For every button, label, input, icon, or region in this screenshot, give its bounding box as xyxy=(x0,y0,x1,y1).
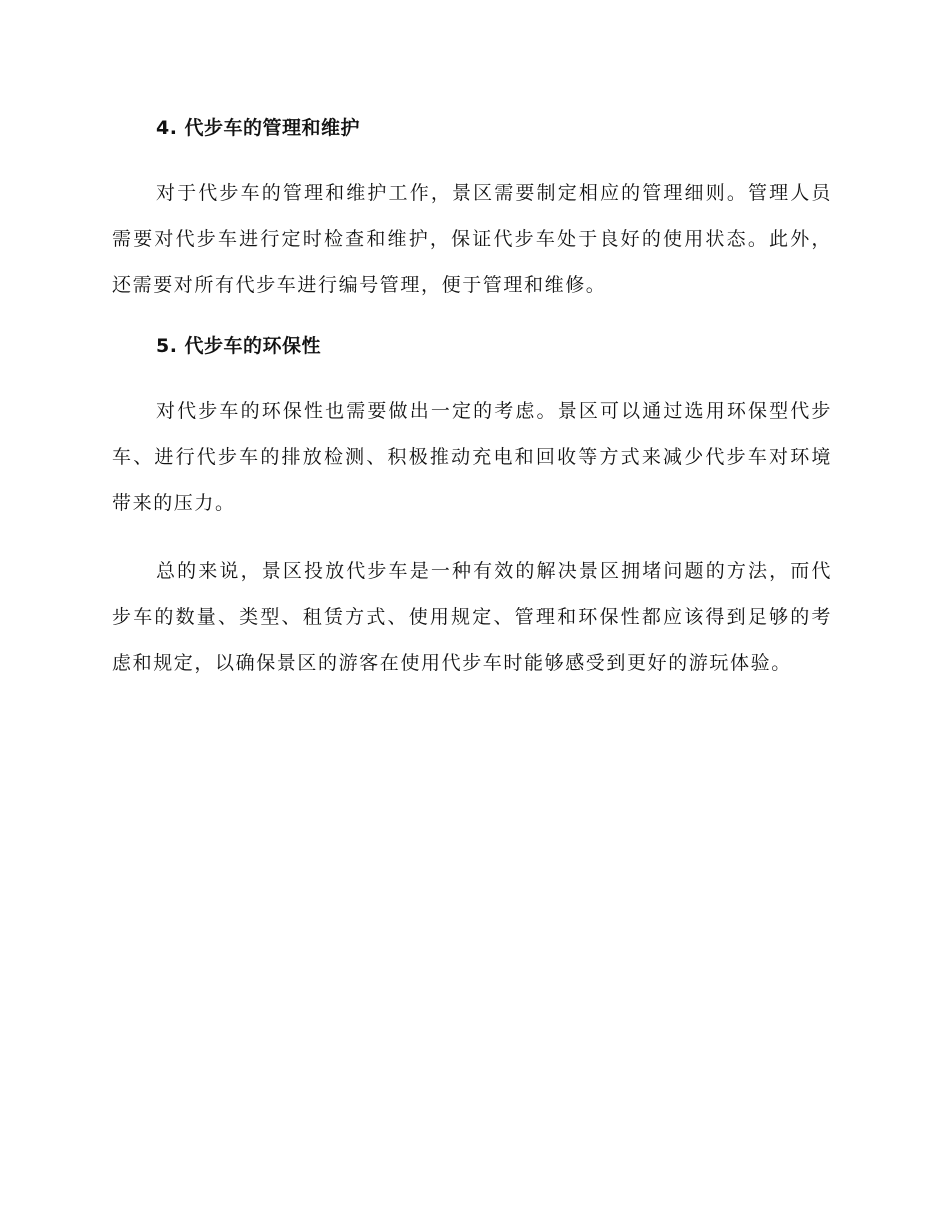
section-body-management: 对于代步车的管理和维护工作，景区需要制定相应的管理细则。管理人员需要对代步车进行定时检查和维护，保证代步车处于良好的使用状态。此外，还需要对所有代步车进行编号管理，便于管理和维修。 xyxy=(112,182,832,296)
conclusion-paragraph: 总的来说，景区投放代步车是一种有效的解决景区拥堵问题的方法，而代步车的数量、类型、租赁方式、使用规定、管理和环保性都应该得到足够的考虑和规定，以确保景区的游客在使用代步车时能够感受到更好的游玩体验。 xyxy=(112,560,832,674)
spacer xyxy=(112,526,832,548)
section-heading-management: 4. 代步车的管理和维护 xyxy=(156,117,361,139)
section-body-environment: 对代步车的环保性也需要做出一定的考虑。景区可以通过选用环保型代步车、进行代步车的排放检测、积极推动充电和回收等方式来减少代步车对环境带来的压力。 xyxy=(112,400,832,514)
spacer xyxy=(112,362,832,388)
spacer xyxy=(112,144,832,170)
document-content xyxy=(112,112,832,686)
spacer xyxy=(112,308,832,330)
section-heading-environment: 5. 代步车的环保性 xyxy=(156,335,322,357)
